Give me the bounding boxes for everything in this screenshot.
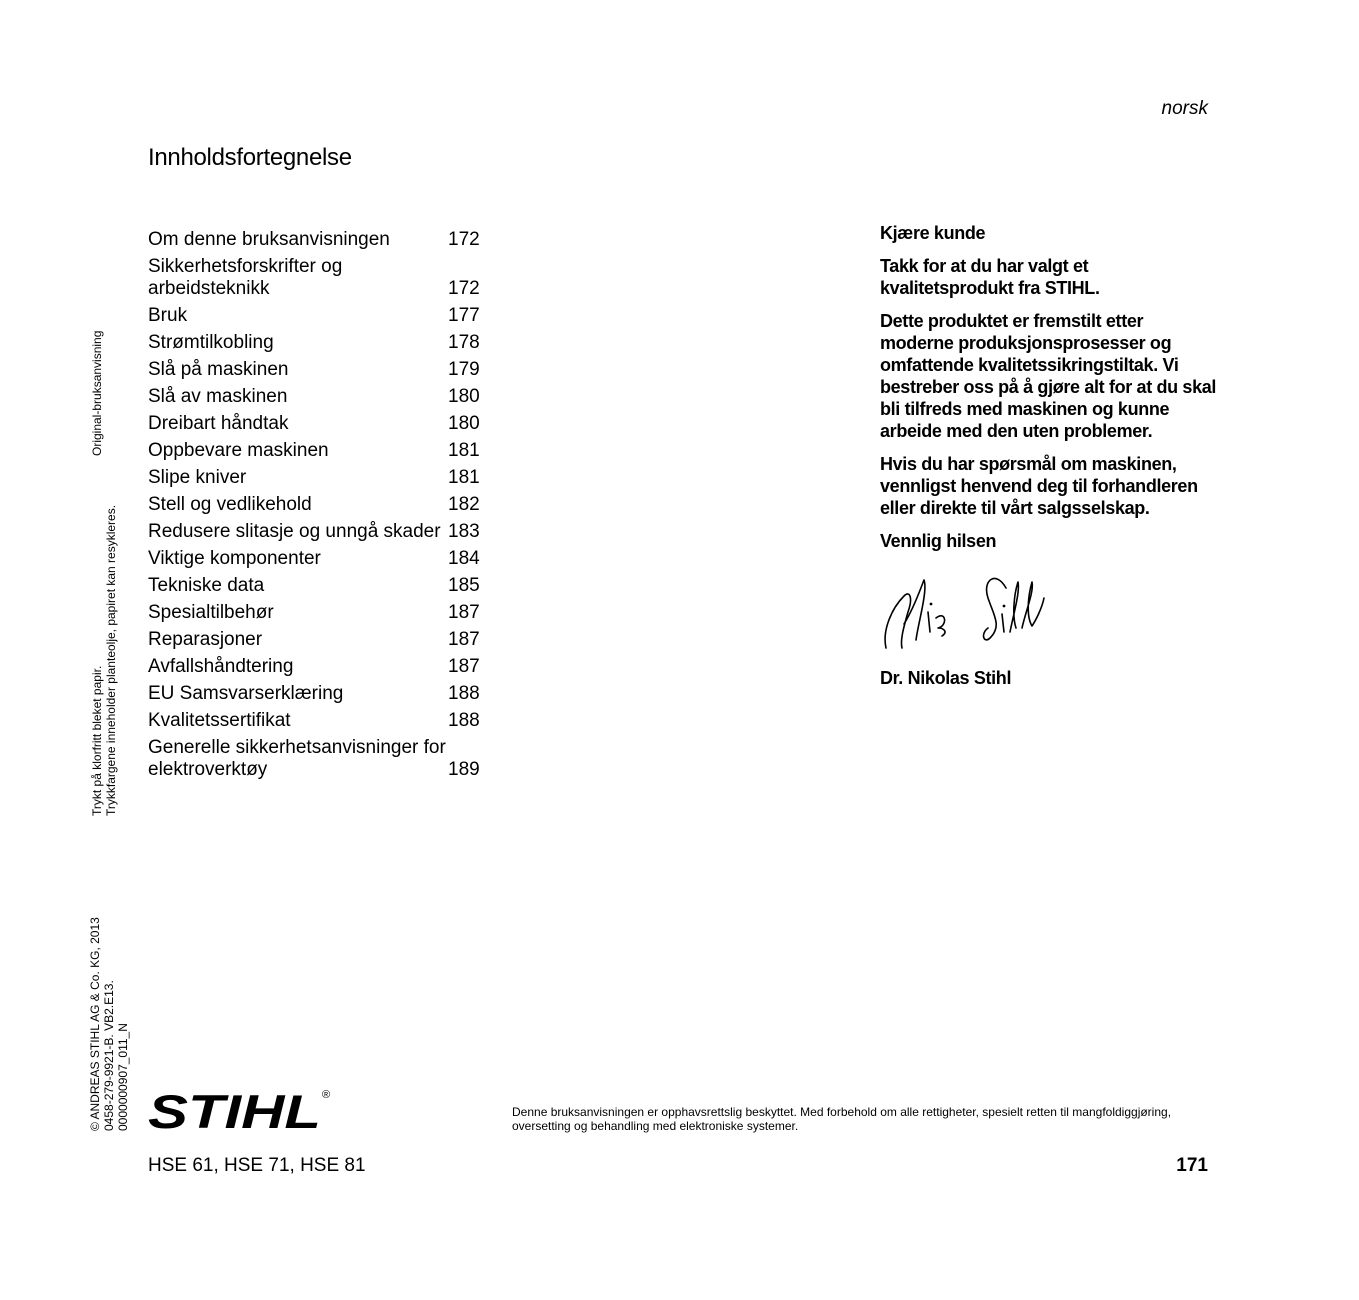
toc-entry-label: Kvalitetssertifikat: [148, 709, 291, 731]
toc-entry-13[interactable]: [148, 599, 488, 626]
stihl-logo: [148, 1085, 331, 1138]
publisher-line: 0458-279-9921-B. VB2.E13.: [102, 980, 116, 1131]
toc-entry-14[interactable]: [148, 626, 488, 653]
handwritten-signature: [880, 568, 1050, 658]
toc-entry-page: 181: [448, 439, 480, 461]
toc-entry-1[interactable]: [148, 253, 488, 302]
toc-entry-page: 187: [448, 628, 480, 650]
toc-entry-label: Slå av maskinen: [148, 385, 288, 407]
toc-entry-page: 188: [448, 682, 480, 704]
toc-entry-11[interactable]: [148, 545, 488, 572]
toc-entry-page: 181: [448, 466, 480, 488]
toc-entry-page: 172: [448, 277, 480, 299]
toc-entry-12[interactable]: [148, 572, 488, 599]
toc-entry-page: 180: [448, 412, 480, 434]
toc-entry-label: Sikkerhetsforskrifter og arbeidsteknikk: [148, 255, 343, 299]
toc-entry-label: Bruk: [148, 304, 188, 326]
toc-entry-18[interactable]: [148, 734, 488, 783]
toc-entry-label: Spesialtilbehør: [148, 601, 274, 623]
customer-letter: [880, 222, 1220, 563]
toc-entry-4[interactable]: [148, 356, 488, 383]
toc-entry-label: Slipe kniver: [148, 466, 247, 488]
toc-entry-label: EU Samsvarserklæring: [148, 682, 344, 704]
paper-note-line: Trykkfargene inneholder planteolje, papiret kan resykleres.: [104, 504, 118, 816]
toc-entry-page: 189: [448, 758, 480, 780]
toc-entry-8[interactable]: [148, 464, 488, 491]
copyright-notice: Denne bruksanvisningen er opphavsrettslig beskyttet. Med forbehold om alle rettigheter, spesielt retten til mangfoldiggjøring, oversetting og behandling med elektroniske systemer.: [512, 1105, 1172, 1133]
toc-entry-label: Strømtilkobling: [148, 331, 274, 353]
toc-entry-page: 177: [448, 304, 480, 326]
page-number: 171: [1176, 1155, 1208, 1176]
toc-entry-label: Avfallshåndtering: [148, 655, 294, 677]
toc-entry-6[interactable]: [148, 410, 488, 437]
paper-note: [90, 505, 118, 816]
publisher-info: [88, 917, 130, 1131]
toc-entry-10[interactable]: [148, 518, 488, 545]
toc-entry-16[interactable]: [148, 680, 488, 707]
paper-note-line: Trykt på klorfritt bleket papir.: [90, 665, 104, 816]
toc-entry-15[interactable]: [148, 653, 488, 680]
toc-entry-page: 179: [448, 358, 480, 380]
toc-entry-label: Viktige komponenter: [148, 547, 321, 569]
toc-entry-page: 172: [448, 228, 480, 250]
toc-entry-label: Dreibart håndtak: [148, 412, 289, 434]
publisher-line: 0000000907_011_N: [116, 1023, 130, 1131]
toc-entry-label: Reparasjoner: [148, 628, 263, 650]
toc-entry-page: 185: [448, 574, 480, 596]
letter-paragraph: Dette produktet er fremstilt etter moderne produksjonsprosesser og omfattende kvalitetssikringstiltak. Vi bestreber oss på å gjøre alt for at du skal bli tilfreds med maskinen og kunne arbeide med den uten problemer.: [880, 311, 1217, 441]
toc-entry-page: 188: [448, 709, 480, 731]
toc-entry-page: 187: [448, 601, 480, 623]
registered-mark: ®: [322, 1089, 331, 1101]
manual-type-text: Original-bruksanvisning: [90, 330, 104, 456]
publisher-line: © ANDREAS STIHL AG & Co. KG, 2013: [88, 917, 102, 1131]
model-names: HSE 61, HSE 71, HSE 81: [148, 1155, 366, 1176]
toc-entry-page: 178: [448, 331, 480, 353]
language-label: norsk: [1161, 98, 1208, 119]
toc-entry-0[interactable]: [148, 226, 488, 253]
letter-closing: Vennlig hilsen: [880, 531, 997, 551]
toc-entry-page: 187: [448, 655, 480, 677]
letter-signer: Dr. Nikolas Stihl: [880, 668, 1012, 688]
toc-entry-label: Om denne bruksanvisningen: [148, 228, 390, 250]
letter-paragraph: Takk for at du har valgt et kvalitetsprodukt fra STIHL.: [880, 256, 1100, 298]
letter-paragraph: Hvis du har spørsmål om maskinen, vennligst henvend deg til forhandleren eller direkte til vårt salgsselskap.: [880, 454, 1198, 518]
toc-entry-label: Generelle sikkerhetsanvisninger for elektroverktøy: [148, 736, 446, 780]
toc-entry-9[interactable]: [148, 491, 488, 518]
logo-wordmark: STIHL: [148, 1085, 321, 1138]
table-of-contents: [148, 226, 488, 783]
toc-entry-5[interactable]: [148, 383, 488, 410]
toc-entry-label: Slå på maskinen: [148, 358, 289, 380]
toc-entry-page: 184: [448, 547, 480, 569]
toc-entry-label: Redusere slitasje og unngå skader: [148, 520, 441, 542]
manual-type-note: [90, 331, 104, 456]
letter-greeting: Kjære kunde: [880, 223, 986, 243]
toc-entry-label: Oppbevare maskinen: [148, 439, 329, 461]
toc-entry-7[interactable]: [148, 437, 488, 464]
page-title: Innholdsfortegnelse: [148, 144, 352, 171]
toc-entry-3[interactable]: [148, 329, 488, 356]
toc-entry-17[interactable]: [148, 707, 488, 734]
toc-entry-page: 183: [448, 520, 480, 542]
toc-entry-page: 180: [448, 385, 480, 407]
toc-entry-2[interactable]: [148, 302, 488, 329]
toc-entry-page: 182: [448, 493, 480, 515]
toc-entry-label: Tekniske data: [148, 574, 265, 596]
toc-entry-label: Stell og vedlikehold: [148, 493, 312, 515]
